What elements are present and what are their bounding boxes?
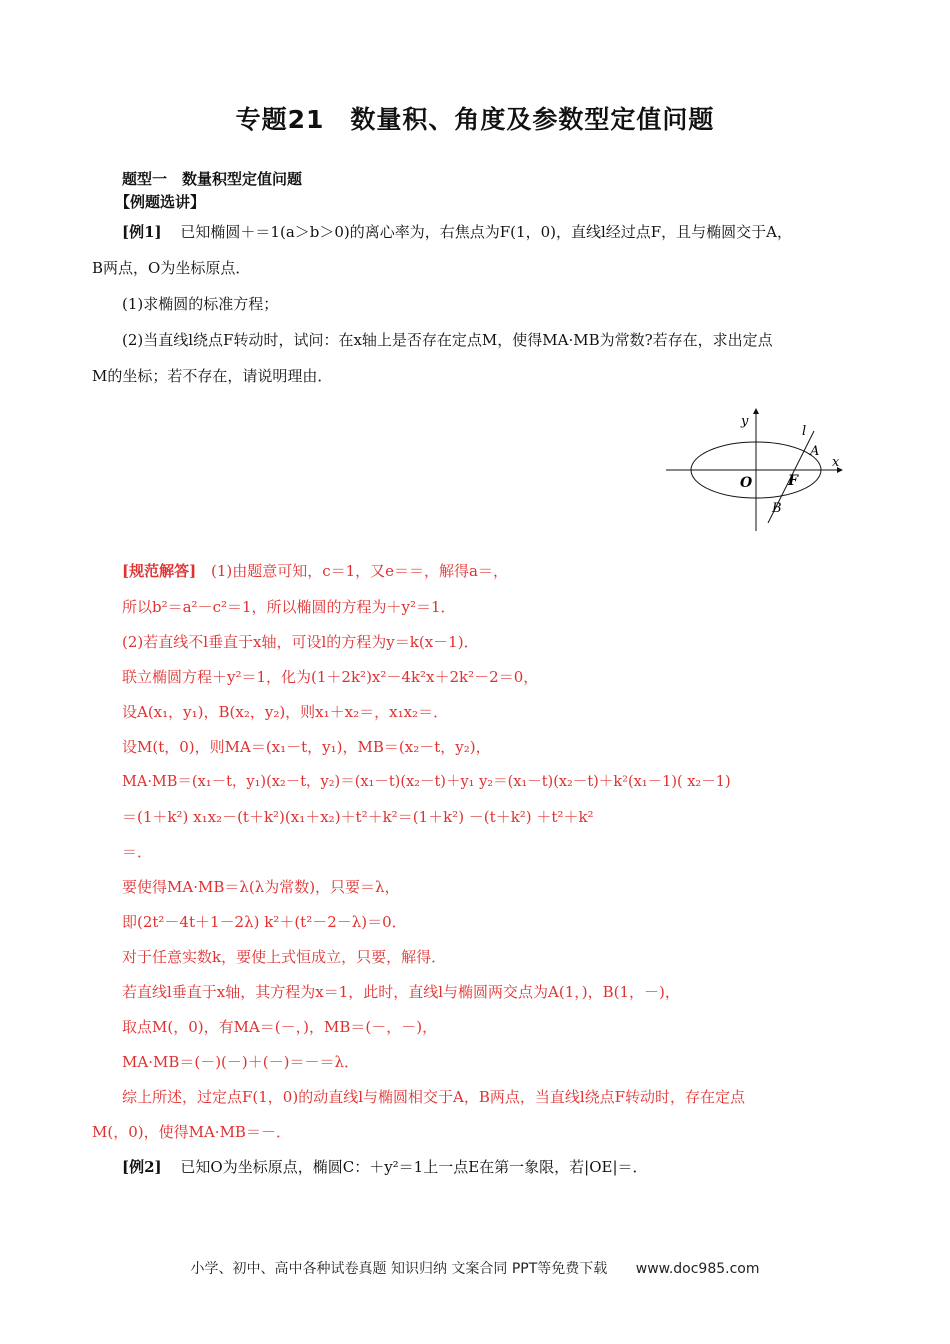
solution-line-9: 要使得MA·MB＝λ(λ为常数)，只要＝λ， — [122, 878, 400, 896]
solution-line-13: 取点M(，0)，有MA＝(－，)，MB＝(－，－)， — [122, 1018, 438, 1036]
solution-line-2: (2)若直线不l垂直于x轴，可设l的方程为y＝k(x－1)． — [122, 633, 479, 651]
example1-question2-line1: (2)当直线l绕点F转动时，试问：在x轴上是否存在定点M，使得MA·MB为常数?若存在，求出定点 — [122, 331, 773, 349]
x-label: x — [832, 455, 840, 470]
solution-text-0: (1)由题意可知，c＝1，又e＝＝，解得a＝， — [210, 562, 508, 580]
example1-question2-line2: M的坐标；若不存在，请说明理由． — [92, 367, 333, 385]
example2-label: [例2] — [122, 1158, 162, 1176]
example2-line — [122, 1157, 648, 1177]
footer-text: 小学、初中、高中各种试卷真题 知识归纳 文案合同 PPT等免费下载 — [190, 1261, 608, 1277]
point-a-label: A — [810, 444, 820, 459]
solution-conclusion-line2: M(，0)，使得MA·MB＝－． — [92, 1123, 291, 1141]
solution-line-4: 设A(x₁，y₁)，B(x₂，y₂)，则x₁＋x₂＝，x₁x₂＝． — [122, 703, 449, 721]
page-title: 专题21 数量积、角度及参数型定值问题 — [235, 105, 715, 134]
footer-url[interactable]: www.doc985.com — [635, 1261, 760, 1277]
solution-line-10: 即(2t²－4t＋1－2λ) k²＋(t²－2－λ)＝0． — [122, 913, 407, 931]
solution-line-6: MA·MB＝(x₁－t，y₁)(x₂－t，y₂)＝(x₁－t)(x₂－t)＋y₁ y₂＝(x₁－t)(x₂－t)＋k²(x₁－1)( x₂－1) — [122, 774, 731, 790]
solution-line-14: MA·MB＝(－)(－)＋(－)＝－＝λ． — [122, 1053, 359, 1071]
solution-line-11: 对于任意实数k，要使上式恒成立，只要，解得． — [122, 948, 447, 966]
solution-line-0 — [122, 561, 508, 581]
solution-line-3: 联立椭圆方程＋y²＝1，化为(1＋2k²)x²－4k²x＋2k²－2＝0， — [122, 668, 539, 686]
point-b-label: B — [772, 501, 782, 516]
solution-line-12: 若直线l垂直于x轴，其方程为x＝1，此时，直线l与椭圆两交点为A(1，)，B(1，－)， — [122, 983, 680, 1001]
l-label: l — [802, 424, 807, 439]
example1-line2: B两点，O为坐标原点． — [92, 259, 251, 277]
solution-line-1: 所以b²＝a²－c²＝1，所以椭圆的方程为＋y²＝1． — [122, 598, 456, 616]
y-label: y — [741, 414, 749, 429]
solution-line-8: ＝． — [122, 843, 153, 861]
focus-label: F — [788, 473, 798, 489]
solution-line-5: 设M(t，0)，则MA＝(x₁－t，y₁)，MB＝(x₂－t，y₂)， — [122, 738, 491, 756]
example1-text: 已知椭圆＋＝1(a＞b＞0)的离心率为，右焦点为F(1，0)，直线l经过点F，且与椭圆交于A， — [180, 223, 792, 241]
example1-label: [例1] — [122, 223, 162, 241]
solution-label: [规范解答] — [122, 562, 197, 580]
subheading: 【例题选讲】 — [115, 193, 206, 211]
section-heading: 题型一 数量积型定值问题 — [122, 170, 303, 188]
example2-text: 已知O为坐标原点，椭圆C：＋y²＝1上一点E在第一象限，若|OE|＝． — [180, 1158, 648, 1176]
page-footer — [0, 1258, 950, 1278]
ellipse-figure — [664, 403, 860, 533]
example1-question1: (1)求椭圆的标准方程； — [122, 295, 279, 313]
solution-line-7: ＝(1＋k²) x₁x₂－(t＋k²)(x₁＋x₂)＋t²＋k²＝(1＋k²) －(t＋k²) ＋t²＋k² — [122, 808, 594, 826]
solution-conclusion-line1: 综上所述，过定点F(1，0)的动直线l与椭圆相交于A，B两点，当直线l绕点F转动时，存在定点 — [122, 1088, 746, 1106]
origin-label: O — [740, 475, 753, 491]
example1-line1 — [122, 222, 792, 242]
